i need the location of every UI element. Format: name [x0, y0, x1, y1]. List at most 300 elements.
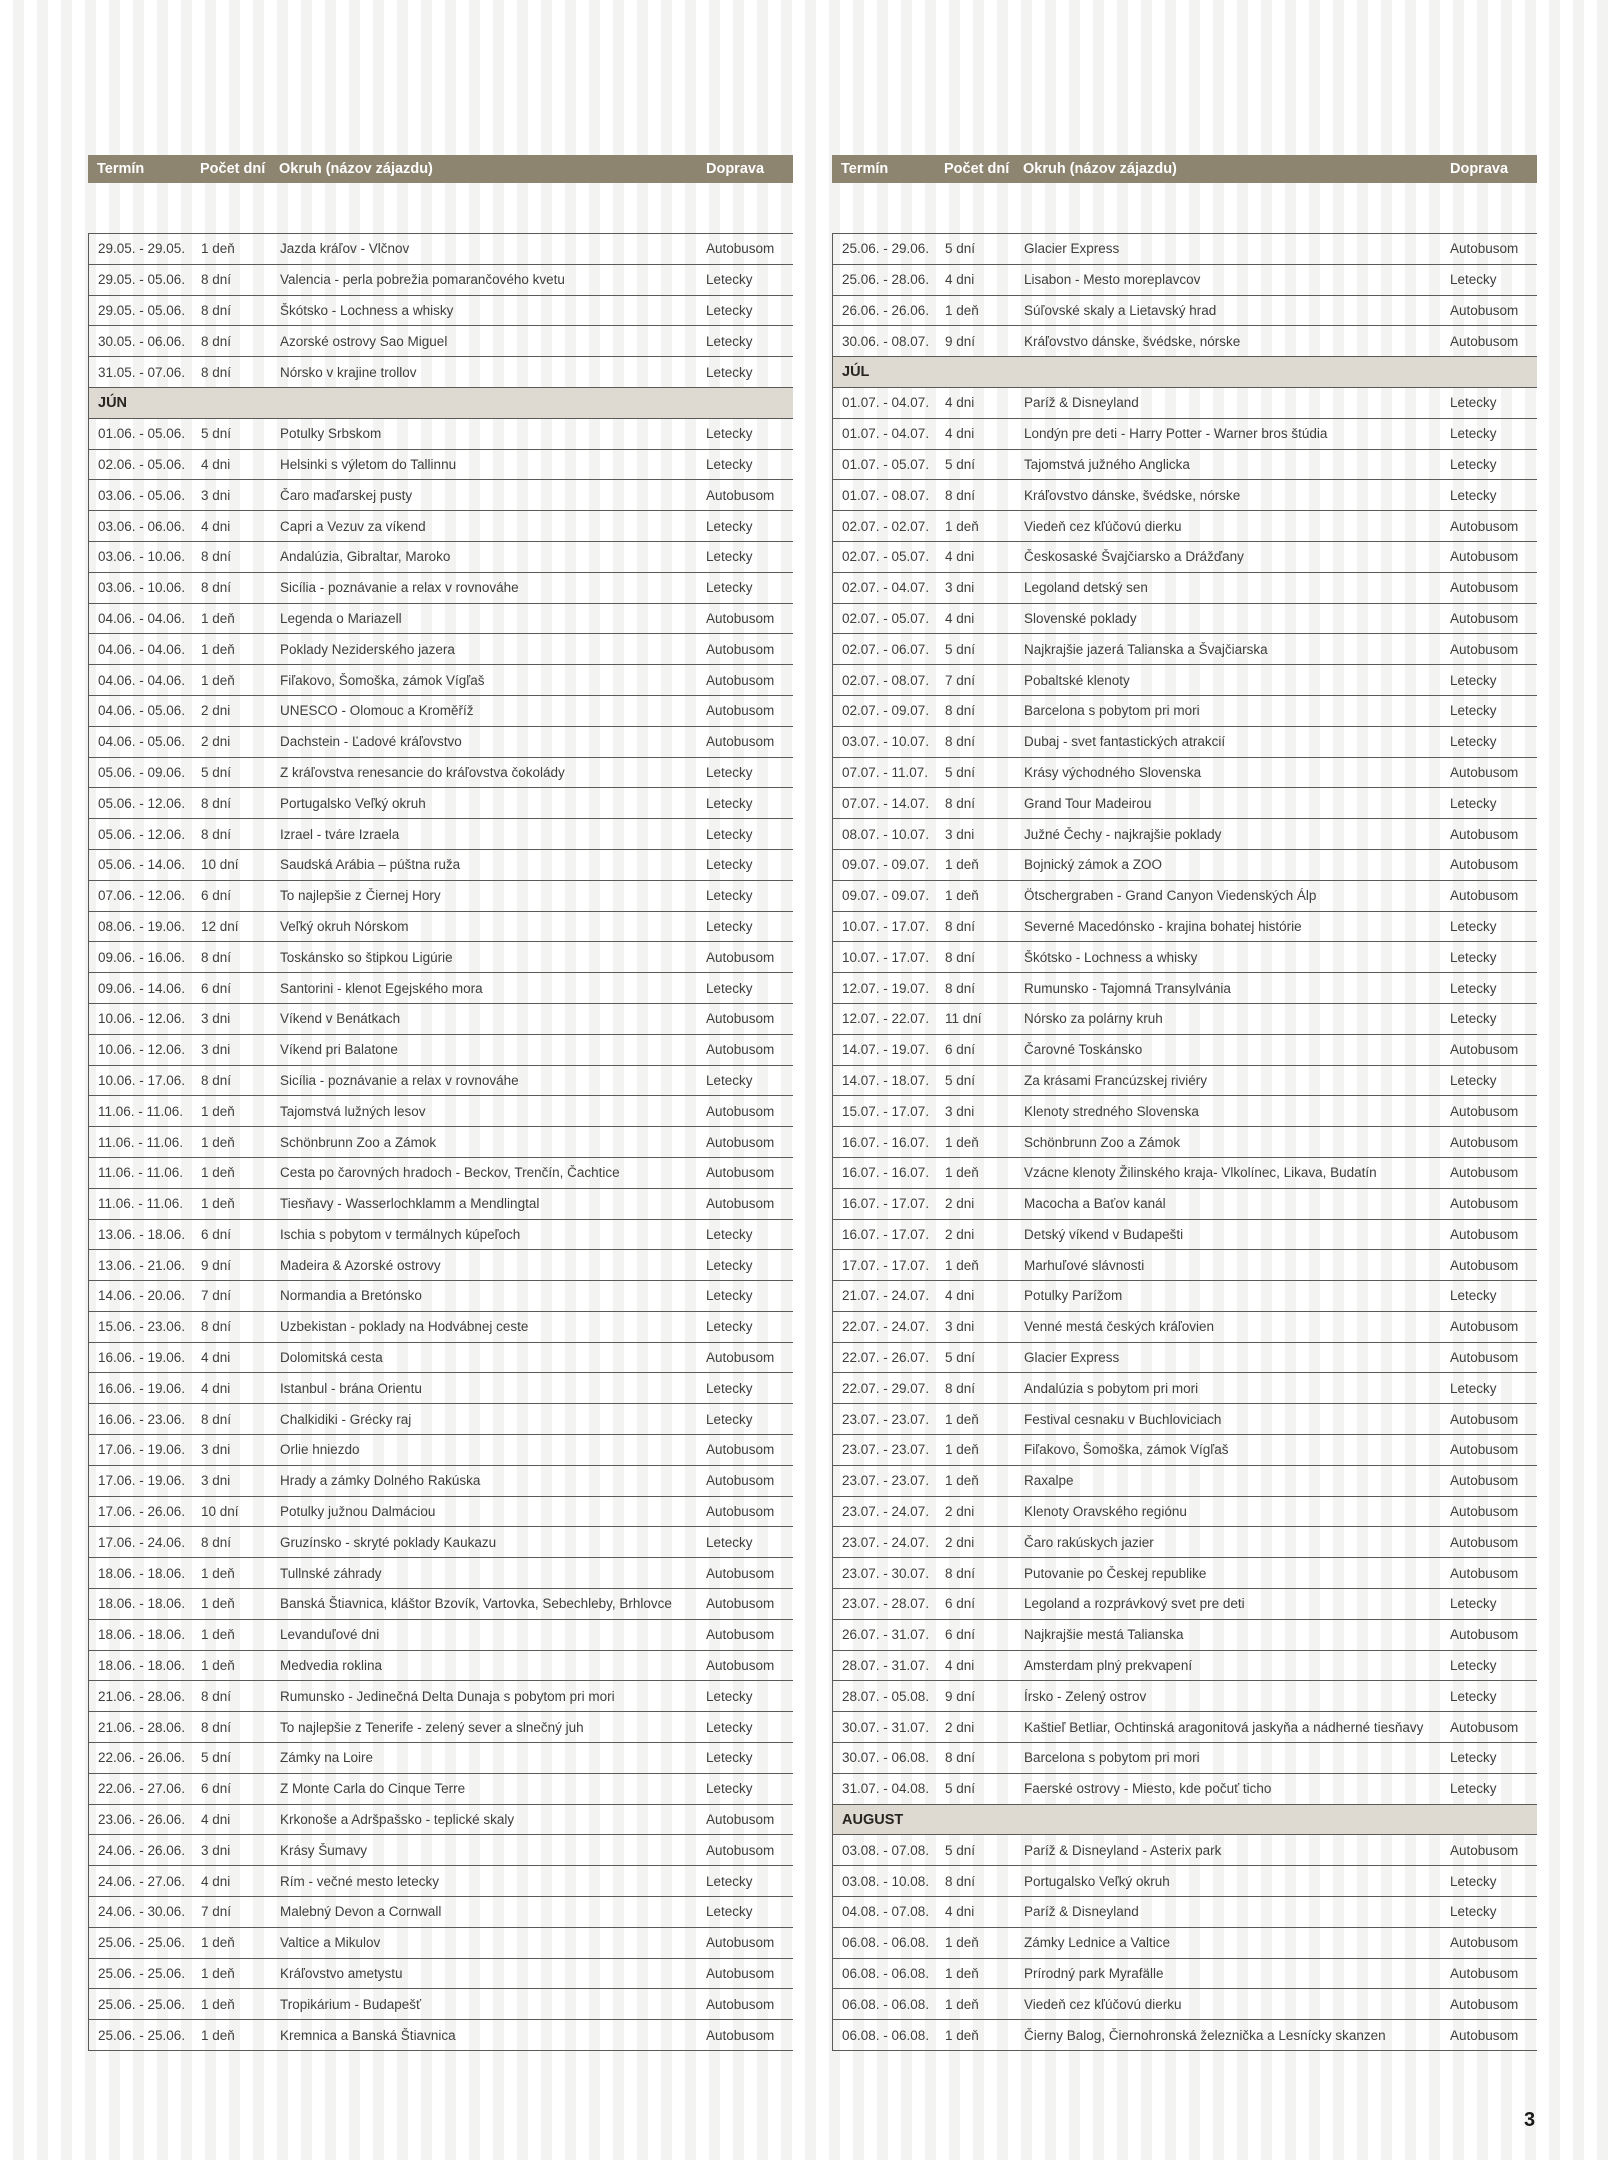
tour-dates: 23.07. - 30.07. [842, 1565, 930, 1581]
tour-name: Tajomstvá južného Anglicka [1024, 456, 1190, 472]
tour-duration: 4 dni [945, 1904, 975, 1920]
tour-row [833, 1343, 1537, 1374]
tour-name: Normandia a Bretónsko [280, 1288, 422, 1304]
tour-dates: 31.05. - 07.06. [98, 364, 186, 380]
tour-transport: Autobusom [1450, 641, 1519, 657]
tour-row [833, 326, 1537, 357]
tour-name: Glacier Express [1024, 241, 1120, 257]
tour-name: Nórsko za polárny kruh [1024, 1011, 1163, 1027]
tour-dates: 16.06. - 19.06. [98, 1350, 186, 1366]
tour-name: Amsterdam plný prekvapení [1024, 1658, 1193, 1674]
tour-row [89, 1805, 793, 1836]
tour-duration: 4 dni [201, 1873, 231, 1889]
tour-row [833, 604, 1537, 635]
tour-dates: 16.06. - 23.06. [98, 1411, 186, 1427]
tour-transport: Autobusom [706, 641, 775, 657]
tour-transport: Autobusom [706, 1042, 775, 1058]
tour-transport: Letecky [706, 272, 753, 288]
tour-dates: 22.07. - 26.07. [842, 1350, 930, 1366]
tour-dates: 11.06. - 11.06. [98, 1103, 184, 1119]
tour-name: Najkrajšie jazerá Talianska a Švajčiarska [1024, 641, 1268, 657]
tour-transport: Autobusom [1450, 1627, 1519, 1643]
tour-duration: 3 dni [945, 1103, 975, 1119]
tour-name: Krásy Šumavy [280, 1842, 368, 1858]
tour-name: Tropikárium - Budapešť [280, 1996, 422, 2012]
tour-dates: 05.06. - 12.06. [98, 826, 186, 842]
tour-row [89, 1404, 793, 1435]
tour-transport: Autobusom [1450, 1042, 1519, 1058]
tour-duration: 8 dní [945, 734, 976, 750]
tour-row [833, 1189, 1537, 1220]
tour-dates: 23.07. - 24.07. [842, 1534, 930, 1550]
tour-transport: Autobusom [1450, 1473, 1519, 1489]
tour-duration: 6 dní [945, 1627, 976, 1643]
tour-duration: 12 dní [201, 918, 239, 934]
tour-dates: 14.06. - 20.06. [98, 1288, 186, 1304]
tour-dates: 02.07. - 09.07. [842, 703, 930, 719]
tour-dates: 15.07. - 17.07. [842, 1103, 930, 1119]
tour-name: Kráľovstvo dánske, švédske, nórske [1024, 333, 1241, 349]
tour-name: Paríž & Disneyland - Asterix park [1024, 1842, 1222, 1858]
tour-row [833, 1681, 1537, 1712]
tour-dates: 23.07. - 23.07. [842, 1473, 930, 1489]
tour-transport: Autobusom [1450, 1319, 1519, 1335]
tour-name: Glacier Express [1024, 1350, 1120, 1366]
tour-dates: 04.06. - 04.06. [98, 641, 186, 657]
tour-duration: 5 dní [945, 241, 976, 257]
tour-duration: 8 dní [945, 918, 976, 934]
tour-transport: Letecky [1450, 1873, 1497, 1889]
tour-transport: Autobusom [706, 1196, 775, 1212]
tour-duration: 4 dni [201, 1350, 231, 1366]
tour-name: Banská Štiavnica, kláštor Bzovík, Vartovka, Sebechleby, Brhlovce [280, 1596, 672, 1612]
tour-name: To najlepšie z Čiernej Hory [280, 888, 441, 904]
tour-transport: Autobusom [706, 1812, 775, 1828]
tour-duration: 5 dní [201, 764, 232, 780]
tour-dates: 30.06. - 08.07. [842, 333, 930, 349]
tour-transport: Autobusom [706, 1165, 775, 1181]
tour-row [89, 296, 793, 327]
tour-duration: 5 dní [945, 1781, 976, 1797]
tour-name: Kremnica a Banská Štiavnica [280, 2027, 456, 2043]
column-header-doprava: Doprava [1450, 161, 1509, 177]
tour-name: Chalkidiki - Grécky raj [280, 1411, 412, 1427]
tour-duration: 8 dní [201, 549, 232, 565]
tour-transport: Autobusom [706, 1966, 775, 1982]
tour-transport: Letecky [706, 1688, 753, 1704]
tour-name: Londýn pre deti - Harry Potter - Warner bros štúdia [1024, 426, 1328, 442]
tour-dates: 22.06. - 26.06. [98, 1750, 186, 1766]
tour-dates: 30.05. - 06.06. [98, 333, 186, 349]
tour-transport: Autobusom [1450, 1165, 1519, 1181]
tour-name: Saudská Arábia – púštna ruža [280, 857, 461, 873]
tour-dates: 16.07. - 17.07. [842, 1196, 930, 1212]
tour-transport: Autobusom [1450, 1504, 1519, 1520]
tour-duration: 8 dní [945, 1750, 976, 1766]
tour-row [833, 634, 1537, 665]
tour-duration: 5 dní [945, 1350, 976, 1366]
tour-row [89, 665, 793, 696]
tour-name: Tajomstvá lužných lesov [280, 1103, 426, 1119]
tour-row [833, 1435, 1537, 1466]
tour-transport: Autobusom [1450, 1103, 1519, 1119]
tour-duration: 1 deň [201, 1996, 235, 2012]
tour-name: Írsko - Zelený ostrov [1024, 1688, 1147, 1704]
tour-duration: 5 dní [945, 1842, 976, 1858]
tour-transport: Autobusom [1450, 1134, 1519, 1150]
tour-row [833, 1989, 1537, 2020]
tour-duration: 1 deň [945, 1442, 979, 1458]
column-header-termin: Termín [97, 161, 145, 177]
tour-row [833, 1220, 1537, 1251]
tour-dates: 10.06. - 17.06. [98, 1072, 186, 1088]
tour-row [89, 1712, 793, 1743]
tour-transport: Autobusom [1450, 1226, 1519, 1242]
tour-name: Rumunsko - Tajomná Transylvánia [1024, 980, 1231, 996]
tour-name: Andalúzia, Gibraltar, Maroko [280, 549, 451, 565]
tour-name: Vzácne klenoty Žilinského kraja- Vlkolínec, Likava, Budatín [1024, 1165, 1377, 1181]
tour-dates: 23.07. - 28.07. [842, 1596, 930, 1612]
tour-dates: 17.06. - 24.06. [98, 1534, 186, 1550]
tour-row [833, 1589, 1537, 1620]
tour-dates: 18.06. - 18.06. [98, 1596, 186, 1612]
tour-transport: Autobusom [1450, 610, 1519, 626]
tour-duration: 3 dni [201, 1042, 231, 1058]
tour-dates: 01.07. - 04.07. [842, 426, 930, 442]
tour-row [833, 819, 1537, 850]
tour-dates: 06.08. - 06.08. [842, 1935, 930, 1951]
tour-name: Schönbrunn Zoo a Zámok [280, 1134, 437, 1150]
tour-dates: 21.07. - 24.07. [842, 1288, 930, 1304]
tour-duration: 1 deň [201, 610, 235, 626]
tour-name: Z kráľovstva renesancie do kráľovstva čokolády [280, 764, 565, 780]
tour-row [89, 758, 793, 789]
tour-name: UNESCO - Olomouc a Kroměříž [280, 703, 474, 719]
tour-row [89, 1866, 793, 1897]
tour-name: Ötschergraben - Grand Canyon Viedenských Álp [1024, 888, 1317, 904]
tour-row [833, 388, 1537, 419]
tour-transport: Autobusom [706, 2027, 775, 2043]
tour-transport: Letecky [1450, 795, 1497, 811]
tour-duration: 9 dní [201, 1257, 232, 1273]
tour-duration: 5 dní [945, 456, 976, 472]
tour-row [89, 973, 793, 1004]
column-header-pocet-dni: Počet dní [944, 161, 1010, 177]
tour-row [89, 1527, 793, 1558]
tour-duration: 9 dní [945, 333, 976, 349]
tour-row [89, 942, 793, 973]
tour-row [833, 1527, 1537, 1558]
tour-duration: 8 dní [201, 364, 232, 380]
tour-name: Legoland detský sen [1024, 580, 1148, 596]
tour-dates: 04.08. - 07.08. [842, 1904, 930, 1920]
tour-transport: Letecky [706, 888, 753, 904]
tour-row [89, 1066, 793, 1097]
tour-row [89, 1835, 793, 1866]
tour-transport: Autobusom [706, 1442, 775, 1458]
tour-name: Toskánsko so štipkou Ligúrie [280, 949, 453, 965]
tour-transport: Letecky [1450, 734, 1497, 750]
tour-name: Nórsko v krajine trollov [280, 364, 417, 380]
tour-duration: 1 deň [201, 672, 235, 688]
tour-dates: 04.06. - 05.06. [98, 703, 186, 719]
tour-transport: Letecky [1450, 1688, 1497, 1704]
tour-dates: 17.06. - 19.06. [98, 1442, 186, 1458]
tour-row [89, 1589, 793, 1620]
tour-transport: Autobusom [706, 487, 775, 503]
tour-name: Santorini - klenot Egejského mora [280, 980, 483, 996]
tour-row [833, 1897, 1537, 1928]
tour-dates: 22.07. - 24.07. [842, 1319, 930, 1335]
tour-duration: 1 deň [201, 1565, 235, 1581]
tour-row [833, 573, 1537, 604]
tour-transport: Letecky [706, 1226, 753, 1242]
tour-duration: 5 dní [201, 1750, 232, 1766]
tour-row [89, 511, 793, 542]
tour-duration: 3 dni [201, 1473, 231, 1489]
tour-row [833, 296, 1537, 327]
tour-name: Fiľakovo, Šomoška, zámok Vígľaš [280, 672, 485, 688]
tour-transport: Letecky [1450, 456, 1497, 472]
tour-name: Marhuľové slávnosti [1024, 1257, 1145, 1273]
tour-dates: 30.07. - 31.07. [842, 1719, 930, 1735]
tour-row [89, 542, 793, 573]
tour-dates: 13.06. - 18.06. [98, 1226, 186, 1242]
tour-row [833, 788, 1537, 819]
tour-dates: 23.07. - 23.07. [842, 1442, 930, 1458]
tour-name: Gruzínsko - skryté poklady Kaukazu [280, 1534, 497, 1550]
tour-transport: Letecky [706, 518, 753, 534]
tour-transport: Letecky [706, 1873, 753, 1889]
tour-dates: 25.06. - 28.06. [842, 272, 930, 288]
tour-transport: Autobusom [706, 1134, 775, 1150]
tour-name: Z Monte Carla do Cinque Terre [280, 1781, 466, 1797]
tour-transport: Autobusom [1450, 518, 1519, 534]
tour-dates: 29.05. - 29.05. [98, 241, 186, 257]
tour-transport: Autobusom [1450, 2027, 1519, 2043]
tour-duration: 1 deň [201, 1966, 235, 1982]
tour-row [833, 1959, 1537, 1990]
tour-dates: 24.06. - 30.06. [98, 1904, 186, 1920]
tour-name: Raxalpe [1024, 1473, 1074, 1489]
tour-dates: 07.07. - 14.07. [842, 795, 930, 811]
tour-name: Legoland a rozprávkový svet pre deti [1024, 1596, 1245, 1612]
tour-transport: Letecky [706, 549, 753, 565]
tour-dates: 01.07. - 04.07. [842, 395, 930, 411]
tour-name: Prírodný park Myrafälle [1024, 1966, 1164, 1982]
tour-name: Tullnské záhrady [280, 1565, 382, 1581]
tour-transport: Autobusom [706, 1350, 775, 1366]
tour-dates: 25.06. - 25.06. [98, 2027, 186, 2043]
tour-duration: 8 dní [201, 272, 232, 288]
tour-duration: 4 dni [945, 549, 975, 565]
tour-name: Dubaj - svet fantastických atrakcií [1024, 734, 1226, 750]
tour-duration: 2 dni [201, 703, 231, 719]
month-section-label: AUGUST [842, 1811, 904, 1828]
tour-transport: Letecky [706, 580, 753, 596]
tour-duration: 2 dni [201, 734, 231, 750]
tour-name: Rím - večné mesto letecky [280, 1873, 440, 1889]
tour-dates: 03.06. - 10.06. [98, 580, 186, 596]
tour-duration: 11 dní [945, 1011, 982, 1027]
tour-dates: 25.06. - 29.06. [842, 241, 930, 257]
tour-transport: Autobusom [1450, 764, 1519, 780]
tour-transport: Autobusom [706, 703, 775, 719]
tour-duration: 8 dní [945, 795, 976, 811]
tour-dates: 25.06. - 25.06. [98, 1996, 186, 2012]
tour-row [833, 1404, 1537, 1435]
tour-duration: 6 dní [201, 1781, 232, 1797]
tour-dates: 28.07. - 31.07. [842, 1658, 930, 1674]
tour-name: To najlepšie z Tenerife - zelený sever a slnečný juh [280, 1719, 584, 1735]
tour-row [89, 1096, 793, 1127]
tour-name: Krkonoše a Adršpašsko - teplické skaly [280, 1812, 515, 1828]
tour-row [833, 1558, 1537, 1589]
tour-dates: 22.06. - 27.06. [98, 1781, 186, 1797]
tour-transport: Letecky [1450, 1596, 1497, 1612]
tour-dates: 02.07. - 08.07. [842, 672, 930, 688]
tour-dates: 05.06. - 14.06. [98, 857, 186, 873]
tour-row [89, 1250, 793, 1281]
tour-transport: Letecky [706, 1288, 753, 1304]
tour-row [833, 881, 1537, 912]
tour-transport: Autobusom [1450, 1534, 1519, 1550]
tour-name: Čaro maďarskej pusty [280, 487, 413, 503]
tour-transport: Autobusom [1450, 549, 1519, 565]
tour-duration: 5 dní [201, 426, 232, 442]
tour-transport: Autobusom [1450, 580, 1519, 596]
tour-transport: Autobusom [706, 949, 775, 965]
tour-name: Paríž & Disneyland [1024, 1904, 1139, 1920]
tour-transport: Letecky [706, 918, 753, 934]
tour-transport: Autobusom [706, 1996, 775, 2012]
tour-transport: Autobusom [1450, 1350, 1519, 1366]
tour-duration: 8 dní [201, 795, 232, 811]
tour-dates: 03.08. - 07.08. [842, 1842, 930, 1858]
tour-duration: 1 deň [201, 1165, 235, 1181]
tour-dates: 15.06. - 23.06. [98, 1319, 186, 1335]
tour-transport: Autobusom [706, 241, 775, 257]
tour-dates: 11.06. - 11.06. [98, 1165, 184, 1181]
tour-row [833, 1774, 1537, 1805]
tour-row [89, 450, 793, 481]
tour-dates: 22.07. - 29.07. [842, 1380, 930, 1396]
tour-duration: 8 dní [201, 302, 232, 318]
tour-transport: Autobusom [706, 1504, 775, 1520]
tour-row [833, 2020, 1537, 2051]
tour-name: Viedeň cez kľúčovú dierku [1024, 1996, 1182, 2012]
tour-duration: 1 deň [201, 241, 235, 257]
table-body-left [88, 233, 793, 2051]
tour-duration: 6 dní [945, 1042, 976, 1058]
tour-name: Klenoty Oravského regiónu [1024, 1504, 1187, 1520]
tour-duration: 4 dni [201, 1812, 231, 1828]
tour-duration: 4 dni [201, 456, 231, 472]
tour-row [89, 634, 793, 665]
tour-transport: Autobusom [1450, 1966, 1519, 1982]
tour-dates: 17.07. - 17.07. [842, 1257, 930, 1273]
tour-name: Škótsko - Lochness a whisky [1024, 949, 1198, 965]
tour-row [89, 1281, 793, 1312]
tour-duration: 5 dní [945, 641, 976, 657]
tour-name: Tiesňavy - Wasserlochklamm a Mendlingtal [280, 1196, 540, 1212]
table-header [88, 155, 793, 183]
tour-row [833, 511, 1537, 542]
tour-row [833, 1651, 1537, 1682]
tour-transport: Autobusom [706, 672, 775, 688]
tour-dates: 16.07. - 16.07. [842, 1165, 930, 1181]
tour-duration: 8 dní [201, 1072, 232, 1088]
tour-name: Medvedia roklina [280, 1658, 383, 1674]
tour-transport: Letecky [1450, 918, 1497, 934]
tour-duration: 1 deň [945, 1257, 979, 1273]
tour-transport: Autobusom [706, 1658, 775, 1674]
tour-duration: 1 deň [945, 1935, 979, 1951]
tour-name: Legenda o Mariazell [280, 610, 402, 626]
tour-row [89, 819, 793, 850]
tour-name: Putovanie po Českej republike [1024, 1565, 1207, 1581]
tour-transport: Autobusom [1450, 1565, 1519, 1581]
tour-dates: 21.06. - 28.06. [98, 1688, 186, 1704]
tour-dates: 08.06. - 19.06. [98, 918, 186, 934]
tour-dates: 03.06. - 05.06. [98, 487, 186, 503]
column-header-termin: Termín [841, 161, 889, 177]
month-section-label: JÚN [98, 394, 128, 411]
tour-duration: 8 dní [201, 1719, 232, 1735]
tour-duration: 3 dni [201, 1011, 231, 1027]
tour-row [833, 234, 1537, 265]
tour-dates: 06.08. - 06.08. [842, 1966, 930, 1982]
tour-transport: Letecky [706, 826, 753, 842]
tour-dates: 07.06. - 12.06. [98, 888, 186, 904]
tour-row [89, 604, 793, 635]
tour-duration: 1 deň [201, 2027, 235, 2043]
tour-row [833, 1466, 1537, 1497]
tour-transport: Autobusom [706, 1596, 775, 1612]
tour-row [89, 573, 793, 604]
tour-duration: 2 dni [945, 1534, 975, 1550]
tour-duration: 5 dní [945, 1072, 976, 1088]
tour-duration: 8 dní [945, 487, 976, 503]
tour-name: Zámky na Loire [280, 1750, 374, 1766]
tour-row [89, 1035, 793, 1066]
tour-transport: Letecky [1450, 487, 1497, 503]
tour-dates: 16.07. - 17.07. [842, 1226, 930, 1242]
tour-duration: 8 dní [945, 703, 976, 719]
tour-row [89, 1435, 793, 1466]
tour-dates: 06.08. - 06.08. [842, 2027, 930, 2043]
tour-name: Helsinki s výletom do Tallinnu [280, 456, 457, 472]
tour-transport: Letecky [706, 364, 753, 380]
tour-duration: 3 dni [201, 1442, 231, 1458]
tour-name: Barcelona s pobytom pri mori [1024, 703, 1200, 719]
tour-transport: Autobusom [1450, 333, 1519, 349]
tour-name: Pobaltské klenoty [1024, 672, 1130, 688]
tour-transport: Letecky [1450, 395, 1497, 411]
tour-row [833, 1866, 1537, 1897]
tour-row [89, 1343, 793, 1374]
tour-row [89, 727, 793, 758]
tour-dates: 10.07. - 17.07. [842, 949, 930, 965]
tour-row [833, 265, 1537, 296]
tour-name: Festival cesnaku v Buchloviciach [1024, 1411, 1222, 1427]
tour-duration: 1 deň [945, 302, 979, 318]
tour-row [833, 450, 1537, 481]
tour-duration: 5 dní [945, 764, 976, 780]
tour-duration: 9 dní [945, 1688, 976, 1704]
tour-name: Rumunsko - Jedinečná Delta Dunaja s pobytom pri mori [280, 1688, 615, 1704]
tour-duration: 3 dni [945, 826, 975, 842]
